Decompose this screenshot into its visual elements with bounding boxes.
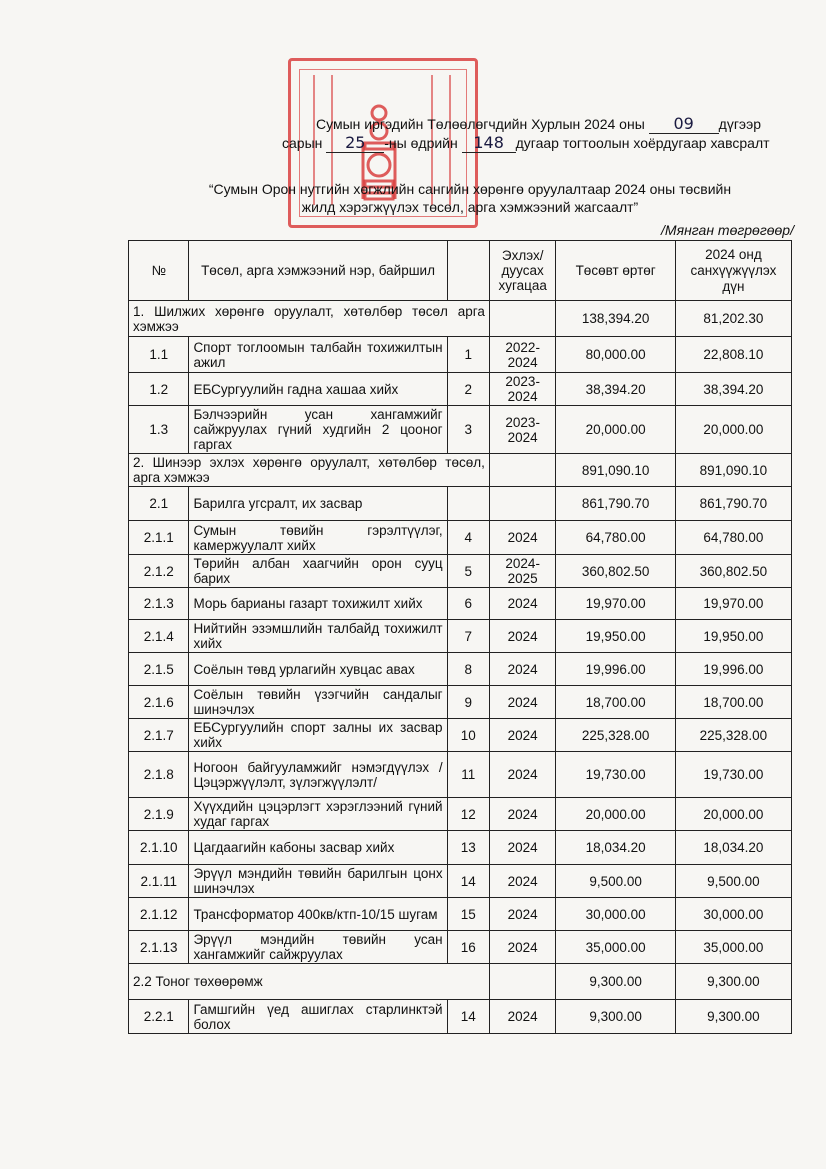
project-name: Трансформатор 400кв/ктп-10/15 шугам bbox=[189, 898, 447, 931]
cost-cell: 38,394.20 bbox=[556, 373, 675, 406]
table-row bbox=[129, 521, 792, 555]
header-prefix: Сумын иргэдийн Төлөөлөгчдийн Хурлын 2024 оны bbox=[316, 116, 645, 132]
header-month-label: сарын bbox=[282, 135, 323, 151]
funding-cell: 9,300.00 bbox=[675, 1000, 791, 1034]
title-line-2: жилд хэрэгжүүлэх төсөл, арга хэмжээний жагсаалт” bbox=[301, 199, 639, 215]
cost-cell: 19,950.00 bbox=[556, 620, 675, 653]
header-funding: 2024 онд санхүүжүүлэх дүн bbox=[675, 241, 791, 301]
header-cost: Төсөвт өртөг bbox=[556, 241, 675, 301]
table-row bbox=[129, 686, 792, 719]
header-suffix: дүгээр bbox=[718, 116, 762, 132]
row-number: 2.1.11 bbox=[129, 865, 189, 898]
cost-cell: 20,000.00 bbox=[556, 798, 675, 831]
index-cell: 11 bbox=[447, 752, 489, 798]
section-title: 2.2 Тоног төхөөрөмж bbox=[129, 964, 490, 1000]
cost-cell: 80,000.00 bbox=[556, 337, 675, 373]
period-cell: 2024 bbox=[489, 588, 556, 620]
table-row bbox=[129, 898, 792, 931]
table-row bbox=[129, 1000, 792, 1034]
period-cell: 2024 bbox=[489, 831, 556, 865]
resolution-number: 148 bbox=[462, 133, 516, 153]
row-number: 2.1.3 bbox=[129, 588, 189, 620]
cost-cell: 18,700.00 bbox=[556, 686, 675, 719]
funding-cell: 225,328.00 bbox=[675, 719, 791, 752]
index-cell: 13 bbox=[447, 831, 489, 865]
funding-cell: 20,000.00 bbox=[675, 798, 791, 831]
header-day-label: -ны өдрийн bbox=[384, 135, 458, 151]
index-cell: 14 bbox=[447, 1000, 489, 1034]
index-cell: 9 bbox=[447, 686, 489, 719]
funding-cell: 18,700.00 bbox=[675, 686, 791, 719]
cost-cell: 19,730.00 bbox=[556, 752, 675, 798]
project-name: Гамшгийн үед ашиглах старлинктэй болох bbox=[189, 1000, 447, 1034]
cost-cell: 30,000.00 bbox=[556, 898, 675, 931]
period-cell: 2024 bbox=[489, 931, 556, 964]
row-number: 1.1 bbox=[129, 337, 189, 373]
table-section-row bbox=[129, 454, 792, 487]
table-section-row bbox=[129, 301, 792, 337]
period-cell: 2024 bbox=[489, 865, 556, 898]
cost-cell: 9,500.00 bbox=[556, 865, 675, 898]
funding-cell: 360,802.50 bbox=[675, 555, 791, 588]
row-number: 2.1.1 bbox=[129, 521, 189, 555]
index-cell: 4 bbox=[447, 521, 489, 555]
table-row bbox=[129, 620, 792, 653]
project-name: Морь барианы газарт тохижилт хийх bbox=[189, 588, 447, 620]
period-cell: 2024 bbox=[489, 620, 556, 653]
funding-cell: 19,996.00 bbox=[675, 653, 791, 686]
funding-cell: 891,090.10 bbox=[675, 454, 791, 487]
month-number: 09 bbox=[649, 114, 719, 134]
cost-cell: 9,300.00 bbox=[556, 1000, 675, 1034]
row-number: 2.2.1 bbox=[129, 1000, 189, 1034]
project-name: Бэлчээрийн усан хангамжийг сайжруулах гүний худгийн 2 цооног гаргах bbox=[189, 406, 447, 454]
funding-cell: 35,000.00 bbox=[675, 931, 791, 964]
row-number: 2.1.9 bbox=[129, 798, 189, 831]
day-number: 25 bbox=[326, 133, 384, 153]
index-cell: 14 bbox=[447, 865, 489, 898]
title-line-1: “Сумын Орон нутгийн хөгжлийн сангийн хөрөнгө оруулалтаар 2024 оны төсвийн bbox=[208, 181, 732, 197]
header-line-1 bbox=[316, 114, 761, 134]
index-cell: 16 bbox=[447, 931, 489, 964]
projects-table bbox=[128, 240, 792, 1034]
table-row bbox=[129, 653, 792, 686]
period-cell: 2024 bbox=[489, 686, 556, 719]
funding-cell: 9,500.00 bbox=[675, 865, 791, 898]
table-header-row bbox=[129, 241, 792, 301]
project-name: Цагдаагийн кабоны засвар хийх bbox=[189, 831, 447, 865]
table-row bbox=[129, 719, 792, 752]
cost-cell: 20,000.00 bbox=[556, 406, 675, 454]
period-cell: 2024 bbox=[489, 719, 556, 752]
project-name: Соёлын төвд урлагийн хувцас авах bbox=[189, 653, 447, 686]
period-cell: 2023-2024 bbox=[489, 406, 556, 454]
table-row bbox=[129, 337, 792, 373]
cost-cell: 891,090.10 bbox=[556, 454, 675, 487]
index-cell: 3 bbox=[447, 406, 489, 454]
table-row bbox=[129, 487, 792, 521]
document-title bbox=[150, 180, 790, 216]
cost-cell: 225,328.00 bbox=[556, 719, 675, 752]
section-title: 2. Шинээр эхлэх хөрөнгө оруулалт, хөтөлбөр төсөл, арга хэмжээ bbox=[129, 454, 490, 487]
period-cell: 2024 bbox=[489, 1000, 556, 1034]
cost-cell: 35,000.00 bbox=[556, 931, 675, 964]
header-period: Эхлэх/ дуусах хугацаа bbox=[489, 241, 556, 301]
cost-cell: 18,034.20 bbox=[556, 831, 675, 865]
index-cell: 7 bbox=[447, 620, 489, 653]
empty-cell bbox=[489, 301, 556, 337]
table-row bbox=[129, 865, 792, 898]
header-resolution-label: дугаар тогтоолын хоёрдугаар хавсралт bbox=[515, 135, 770, 151]
project-name: Сумын төвийн гэрэлтүүлэг, камержуулалт хийх bbox=[189, 521, 447, 555]
cost-cell: 138,394.20 bbox=[556, 301, 675, 337]
header-name: Төсөл, арга хэмжээний нэр, байршил bbox=[189, 241, 447, 301]
table-row bbox=[129, 373, 792, 406]
row-number: 2.1.10 bbox=[129, 831, 189, 865]
funding-cell: 30,000.00 bbox=[675, 898, 791, 931]
header-no: № bbox=[129, 241, 189, 301]
row-number: 2.1.2 bbox=[129, 555, 189, 588]
funding-cell: 20,000.00 bbox=[675, 406, 791, 454]
empty-cell bbox=[489, 964, 556, 1000]
index-cell: 6 bbox=[447, 588, 489, 620]
period-cell: 2024 bbox=[489, 798, 556, 831]
row-number: 2.1.7 bbox=[129, 719, 189, 752]
cost-cell: 9,300.00 bbox=[556, 964, 675, 1000]
project-name: Хүүхдийн цэцэрлэгт хэрэглээний гүний худаг гаргах bbox=[189, 798, 447, 831]
header-line-2 bbox=[282, 133, 770, 153]
row-number: 2.1.5 bbox=[129, 653, 189, 686]
funding-cell: 861,790.70 bbox=[675, 487, 791, 521]
funding-cell: 18,034.20 bbox=[675, 831, 791, 865]
index-cell: 12 bbox=[447, 798, 489, 831]
period-cell bbox=[489, 487, 556, 521]
index-cell: 8 bbox=[447, 653, 489, 686]
funding-cell: 22,808.10 bbox=[675, 337, 791, 373]
project-name: Эрүүл мэндийн төвийн усан хангамжийг сайжруулах bbox=[189, 931, 447, 964]
row-number: 2.1.13 bbox=[129, 931, 189, 964]
row-number: 2.1 bbox=[129, 487, 189, 521]
cost-cell: 861,790.70 bbox=[556, 487, 675, 521]
table-row bbox=[129, 406, 792, 454]
table-row bbox=[129, 798, 792, 831]
index-cell: 15 bbox=[447, 898, 489, 931]
period-cell: 2024 bbox=[489, 898, 556, 931]
cost-cell: 19,970.00 bbox=[556, 588, 675, 620]
row-number: 1.3 bbox=[129, 406, 189, 454]
index-cell: 1 bbox=[447, 337, 489, 373]
project-name: Төрийн албан хаагчийн орон сууц барих bbox=[189, 555, 447, 588]
empty-cell bbox=[489, 454, 556, 487]
table-row bbox=[129, 752, 792, 798]
funding-cell: 38,394.20 bbox=[675, 373, 791, 406]
row-number: 2.1.6 bbox=[129, 686, 189, 719]
unit-label: /Мянган төгрөгөөр/ bbox=[661, 222, 794, 238]
project-name: Барилга угсралт, их засвар bbox=[189, 487, 447, 521]
project-name: Спорт тоглоомын талбайн тохижилтын ажил bbox=[189, 337, 447, 373]
project-name: Ногоон байгууламжийг нэмэгдүүлэх /Цэцэржүүлэлт, зүлэгжүүлэлт/ bbox=[189, 752, 447, 798]
index-cell: 2 bbox=[447, 373, 489, 406]
table-row bbox=[129, 555, 792, 588]
table-section-row bbox=[129, 964, 792, 1000]
project-name: ЕБСургуулийн гадна хашаа хийх bbox=[189, 373, 447, 406]
row-number: 2.1.12 bbox=[129, 898, 189, 931]
project-name: Нийтийн эзэмшлийн талбайд тохижилт хийх bbox=[189, 620, 447, 653]
funding-cell: 9,300.00 bbox=[675, 964, 791, 1000]
section-title: 1. Шилжих хөрөнгө оруулалт, хөтөлбөр төсөл арга хэмжээ bbox=[129, 301, 490, 337]
project-name: ЕБСургуулийн спорт залны их засвар хийх bbox=[189, 719, 447, 752]
cost-cell: 19,996.00 bbox=[556, 653, 675, 686]
cost-cell: 64,780.00 bbox=[556, 521, 675, 555]
table-body bbox=[129, 301, 792, 1034]
table-row bbox=[129, 588, 792, 620]
index-cell: 10 bbox=[447, 719, 489, 752]
period-cell: 2024-2025 bbox=[489, 555, 556, 588]
period-cell: 2023-2024 bbox=[489, 373, 556, 406]
header-index bbox=[447, 241, 489, 301]
funding-cell: 19,950.00 bbox=[675, 620, 791, 653]
row-number: 1.2 bbox=[129, 373, 189, 406]
row-number: 2.1.4 bbox=[129, 620, 189, 653]
table-row bbox=[129, 931, 792, 964]
table-row bbox=[129, 831, 792, 865]
funding-cell: 19,970.00 bbox=[675, 588, 791, 620]
funding-cell: 81,202.30 bbox=[675, 301, 791, 337]
period-cell: 2024 bbox=[489, 752, 556, 798]
index-cell: 5 bbox=[447, 555, 489, 588]
funding-cell: 19,730.00 bbox=[675, 752, 791, 798]
project-name: Соёлын төвийн үзэгчийн сандалыг шинэчлэх bbox=[189, 686, 447, 719]
cost-cell: 360,802.50 bbox=[556, 555, 675, 588]
index-cell bbox=[447, 487, 489, 521]
period-cell: 2024 bbox=[489, 521, 556, 555]
row-number: 2.1.8 bbox=[129, 752, 189, 798]
period-cell: 2022-2024 bbox=[489, 337, 556, 373]
period-cell: 2024 bbox=[489, 653, 556, 686]
project-name: Эрүүл мэндийн төвийн барилгын цонх шинэчлэх bbox=[189, 865, 447, 898]
funding-cell: 64,780.00 bbox=[675, 521, 791, 555]
